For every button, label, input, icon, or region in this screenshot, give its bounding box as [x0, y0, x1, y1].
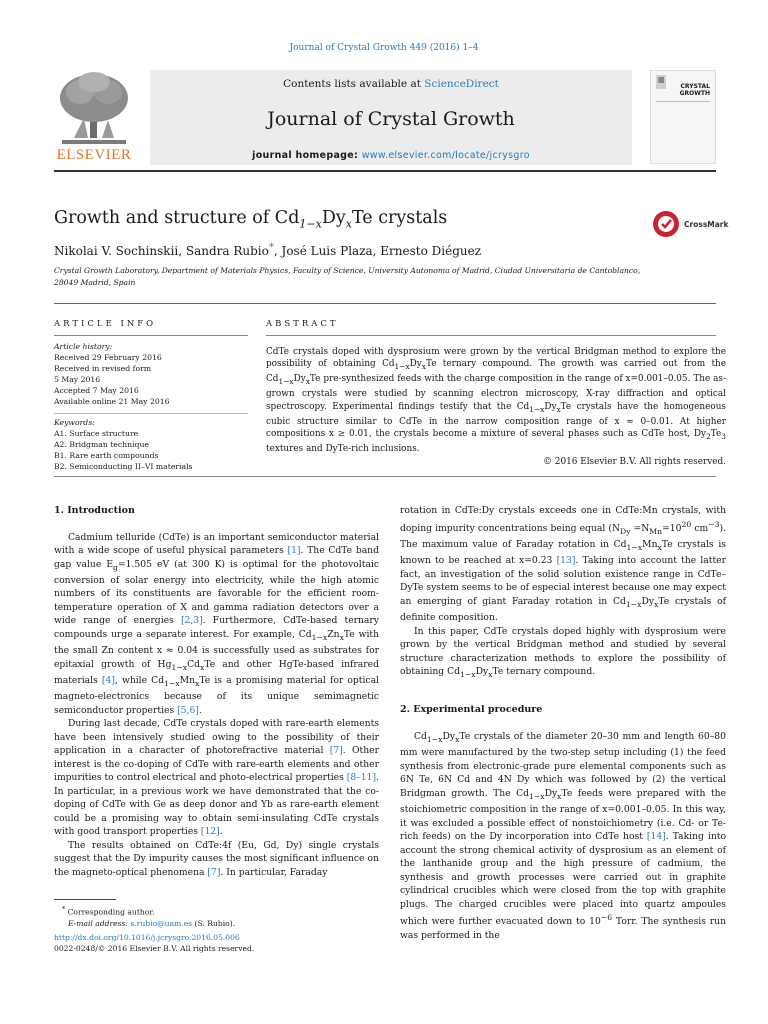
text: .: [219, 826, 223, 838]
text: Te is a promising material for optical magneto-electronics because of its unique semimagnetic semiconductor properties: [54, 674, 379, 716]
keyword-item: B2. Semiconducting II–VI materials: [54, 462, 193, 471]
history-item: Available online 21 May 2016: [54, 397, 170, 406]
text: .: [198, 704, 202, 716]
text: , while Cd: [114, 674, 165, 686]
text: . In particular, Faraday: [220, 866, 328, 878]
text: Te crystals is known to be reached at x=0.23: [400, 538, 726, 567]
footnote-mark: *: [62, 906, 66, 913]
paragraph: [54, 531, 379, 718]
abstract-subscript: 1−x: [394, 362, 410, 372]
footnote: [54, 904, 379, 929]
doi-block: [54, 932, 379, 954]
footnote-text: Corresponding author.: [65, 907, 155, 917]
cover-line1: CRYSTAL: [680, 83, 710, 90]
keywords-rule: [54, 413, 248, 414]
superscript: −3: [708, 519, 720, 529]
subscript: g: [113, 562, 118, 572]
text: Te with the small Zn content x ≈ 0.04 is successfully used as substrates for epitaxial growth of Hg: [54, 628, 380, 670]
history-label: Article history:: [54, 342, 113, 351]
keywords-label: Keywords:: [54, 418, 95, 427]
keywords: [54, 417, 248, 472]
subscript: x: [455, 734, 460, 744]
title-part: Te crystals: [351, 208, 448, 228]
cover-line2: GROWTH: [679, 90, 710, 97]
paragraph: [400, 730, 726, 942]
homepage-label: journal homepage:: [252, 150, 362, 161]
doi-link[interactable]: http://dx.doi.org/10.1016/j.jcrysgro.2016.05.006: [54, 933, 240, 942]
abstract-part: Dy: [409, 359, 422, 370]
article-info-rule: [54, 335, 248, 336]
reference-link[interactable]: [2,3]: [180, 615, 203, 627]
history-item: 5 May 2016: [54, 375, 101, 384]
text: Cd: [187, 658, 200, 670]
subscript: 1−x: [164, 678, 180, 688]
superscript: −6: [600, 913, 613, 923]
email-suffix: (S. Rubio).: [192, 918, 236, 928]
text: Dy: [475, 666, 489, 678]
text: Cd: [414, 730, 427, 742]
text: Cadmium telluride (CdTe) is an important semiconductor material with a wide scope of useful physical parameters: [54, 531, 379, 556]
reference-link[interactable]: [5,6]: [177, 704, 199, 716]
subscript: 1−x: [625, 599, 642, 609]
abstract-part: CdTe crystals doped with dysprosium were grown by the vertical Bridgman method to explore the possibility of obtaining Cd: [266, 347, 726, 370]
paragraph: [400, 625, 726, 682]
author-list: [54, 242, 481, 258]
text: Te crystals of the diameter 20–30 mm and length 60–80 mm were manufactured by the two-step setup including (1) the feed synthesis from electronic-grade pure elemental components such as 6N Te, 6N Cd and 4N Dy which was followed by (2) the vertical Bridgman growth. The Cd: [400, 730, 726, 799]
reference-link[interactable]: [8–11]: [346, 772, 377, 784]
abstract-subscript: 2: [706, 431, 711, 441]
elsevier-tree-icon: [54, 70, 134, 146]
paragraph: [54, 839, 379, 880]
reference-link[interactable]: [4]: [101, 674, 115, 686]
author: , José Luis Plaza, Ernesto Diéguez: [273, 244, 482, 258]
text: Torr. The synthesis run was performed in the: [400, 916, 726, 941]
title-part: Growth and structure of Cd: [54, 208, 300, 228]
text: cm: [691, 522, 709, 534]
subscript: x: [654, 599, 659, 609]
section-heading-introduction: 1. Introduction: [54, 505, 135, 516]
text: Te ternary compound.: [492, 666, 596, 678]
subscript: x: [339, 632, 344, 642]
homepage-line: [150, 150, 632, 161]
email-link[interactable]: s.rubio@uam.es: [130, 918, 193, 928]
subscript: 1−x: [460, 669, 476, 679]
text: Te crystals of definite composition.: [400, 595, 727, 624]
text: ). The maximum value of Faraday rotation in Cd: [400, 522, 726, 550]
history-item: Received in revised form: [54, 364, 152, 373]
abstract-subscript: 3: [721, 431, 726, 441]
abstract-part: Te crystals have the homogeneous cubic structure similar to CdTe in the narrow composition range of x ≈ 0–0.01. At higher compositions x ≥ 0.01, the crystals become a mixture of several phases such as CdTe host, Dy: [266, 401, 726, 440]
corresponding-author-mark[interactable]: *: [268, 242, 274, 253]
cover-logo-icon: [656, 75, 666, 89]
homepage-link[interactable]: www.elsevier.com/locate/jcrysgro: [361, 150, 530, 161]
keyword-item: A2. Bridgman technique: [54, 440, 149, 449]
subscript: 1−x: [426, 734, 443, 744]
subscript: 1−x: [311, 632, 328, 642]
journal-cover: [650, 70, 716, 164]
cover-title: [680, 83, 710, 97]
text: Mn: [642, 538, 658, 550]
article-info-heading: ARTICLE INFO: [54, 319, 157, 329]
history-item: Accepted 7 May 2016: [54, 386, 139, 395]
subscript: 1−x: [171, 662, 188, 672]
subscript: 1−x: [626, 542, 643, 552]
text: Dy: [544, 787, 558, 799]
footnote-rule: [54, 899, 116, 900]
abstract-rule: [266, 335, 716, 336]
reference-link[interactable]: [12]: [200, 826, 220, 838]
abstract-text: [266, 346, 726, 468]
keyword-item: B1. Rare earth compounds: [54, 451, 159, 460]
reference-link[interactable]: [1]: [287, 545, 301, 556]
text: rotation in CdTe:Dy crystals exceeds one in CdTe:Mn crystals, with doping impurity concentrations being equal (N: [400, 505, 726, 534]
body-right-column: [400, 504, 726, 942]
contents-line: [150, 78, 632, 90]
text: Zn: [327, 628, 340, 640]
affiliation: Crystal Growth Laboratory, Department of Materials Physics, Faculty of Science, University Autonoma of Madrid, Ciudad Universitaria de Cantoblanco, 28049 Madrid, Spain: [54, 266, 641, 287]
reference-link[interactable]: [13]: [556, 555, 576, 567]
history-item: Received 29 February 2016: [54, 353, 162, 362]
text: Te and other HgTe-based infrared materials: [54, 658, 379, 686]
abstract-heading: ABSTRACT: [266, 319, 339, 329]
abstract-part: Te pre-synthesized feeds with the charge composition in the range of x=0.001–0.05. The as-grown crystals were studied by scanning electron microscopy, X-ray diffraction and optical spectroscopy. Experimental findings testify that the Cd: [266, 374, 726, 412]
reference-link[interactable]: [7]: [329, 745, 343, 757]
text: . In particular, in a previous work we have demonstrated that the co-doping of CdTe with Ge as deep donor and Yb as rare-earth element could be a promising way to obtain semi-insulating CdTe crystals with good transport properties: [54, 772, 379, 838]
crossmark-icon: [652, 210, 680, 238]
abstract-part: Dy: [544, 401, 557, 412]
elsevier-logo: [54, 70, 134, 164]
subscript: x: [557, 791, 562, 801]
text: Dy: [442, 730, 456, 742]
text: =1.505 eV (at 300 K) is optimal for the photovoltaic conversion of solar energy into electricity, while the high atomic numbers of its constituents are favorable for the efficient room-temperature operation of X and gamma radiation detectors over a wide range of energies: [54, 558, 379, 627]
abstract-subscript: x: [305, 377, 310, 387]
reference-link[interactable]: [14]: [646, 831, 666, 843]
text: . The CdTe band gap value E: [54, 545, 379, 570]
body-left-column: [54, 504, 379, 879]
contents-prefix: Contents lists available at: [283, 78, 425, 90]
text: =N: [630, 522, 650, 534]
subscript: x: [199, 662, 205, 672]
abstract-subscript: 1−x: [529, 404, 545, 414]
section-rule: [54, 476, 716, 477]
text: During last decade, CdTe crystals doped with rare-earth elements have been intensively studied owing to the possibility of their application in a character of photorefractive material: [54, 718, 379, 757]
header-rule: [54, 170, 716, 172]
text: The results obtained on CdTe:4f (Eu, Gd, Dy) single crystals suggest that the Dy impurity causes the most significant influence on the magneto-optical phenomena: [54, 839, 379, 878]
section-rule: [54, 303, 716, 304]
text: Dy: [641, 595, 655, 607]
superscript: 20: [681, 519, 692, 529]
paragraph: [54, 717, 379, 839]
abstract-part: textures and DyTe-rich inclusions.: [266, 444, 420, 455]
paragraph: [400, 504, 726, 625]
section-heading-experimental: 2. Experimental procedure: [400, 704, 543, 716]
abstract-part: Dy: [293, 374, 306, 385]
subscript: Dy: [619, 526, 631, 536]
abstract-part: Te: [710, 429, 722, 440]
crossmark-label: CrossMark: [684, 220, 729, 229]
subscript: 1−x: [529, 791, 545, 801]
abstract-subscript: 1−x: [278, 377, 294, 387]
text: In this paper, CdTe crystals doped highly with dysprosium were grown by the vertical Bridgman method and studied by several structure characterization methods to explore the possibility of obtaining Cd: [400, 625, 726, 678]
author: Sandra Rubio: [185, 244, 269, 258]
abstract-subscript: x: [421, 362, 426, 372]
title-subscript: x: [345, 217, 352, 231]
abstract-subscript: x: [556, 404, 561, 414]
text: . Other interest is the co-doping of CdTe with rare-earth elements and other impurities to control electrical and photo-electrical properties: [54, 745, 379, 784]
publisher-name: ELSEVIER: [56, 147, 132, 163]
issn-line: 0022-0248/© 2016 Elsevier B.V. All rights reserved.: [54, 944, 255, 953]
crossmark-badge[interactable]: [652, 210, 729, 240]
text: Mn: [179, 674, 196, 686]
text: . Furthermore, CdTe-based ternary compounds urge a separate interest. For example, Cd: [54, 615, 379, 640]
reference-link[interactable]: [7]: [207, 866, 221, 878]
keyword-item: A1. Surface structure: [54, 429, 139, 438]
author: Nikolai V. Sochinskii,: [54, 244, 186, 258]
text: . Taking into account the strong chemical activity of dysprosium as an element of the lanthanide group and the high pressure of cadmium, the synthesis and growth processes were carried out in graphite cylindrical crucibles which were closed from the top with graphite plugs. The charged crucibles were placed into quartz ampoules which were further evacuated down to 10: [400, 831, 726, 928]
subscript: x: [195, 678, 200, 688]
title-subscript: 1−x: [299, 217, 322, 231]
text: =10: [662, 522, 682, 534]
copyright-notice: © 2016 Elsevier B.V. All rights reserved.: [543, 456, 726, 467]
cover-divider: [656, 101, 710, 102]
subscript: x: [657, 542, 662, 552]
abstract-part: Te ternary compound. The growth was carried out from the Cd: [266, 359, 726, 385]
text: Te feeds were prepared with the stoichiometric composition in the range of x=0.001–0.05. In this way, it was excluded a possible effect of nonstoichiometry (i.e. Cd- or Te-rich feeds) on the Dy incorporation into CdTe host: [400, 787, 726, 843]
text: . Taking into account the latter fact, an investigation of the solid solution existence range in CdTe–DyTe system seems to be of especial interest because one may expect an emerging of giant Faraday rotation in Cd: [400, 555, 726, 607]
email-label: E-mail address:: [68, 918, 131, 928]
paper-title: [54, 208, 447, 231]
journal-citation[interactable]: Journal of Crystal Growth 449 (2016) 1–4: [289, 43, 479, 53]
title-part: Dy: [321, 208, 346, 228]
article-history: [54, 341, 248, 407]
subscript: x: [488, 669, 493, 679]
subscript: Mn: [649, 526, 663, 536]
journal-name: Journal of Crystal Growth: [267, 108, 515, 130]
sciencedirect-link[interactable]: ScienceDirect: [424, 78, 499, 90]
